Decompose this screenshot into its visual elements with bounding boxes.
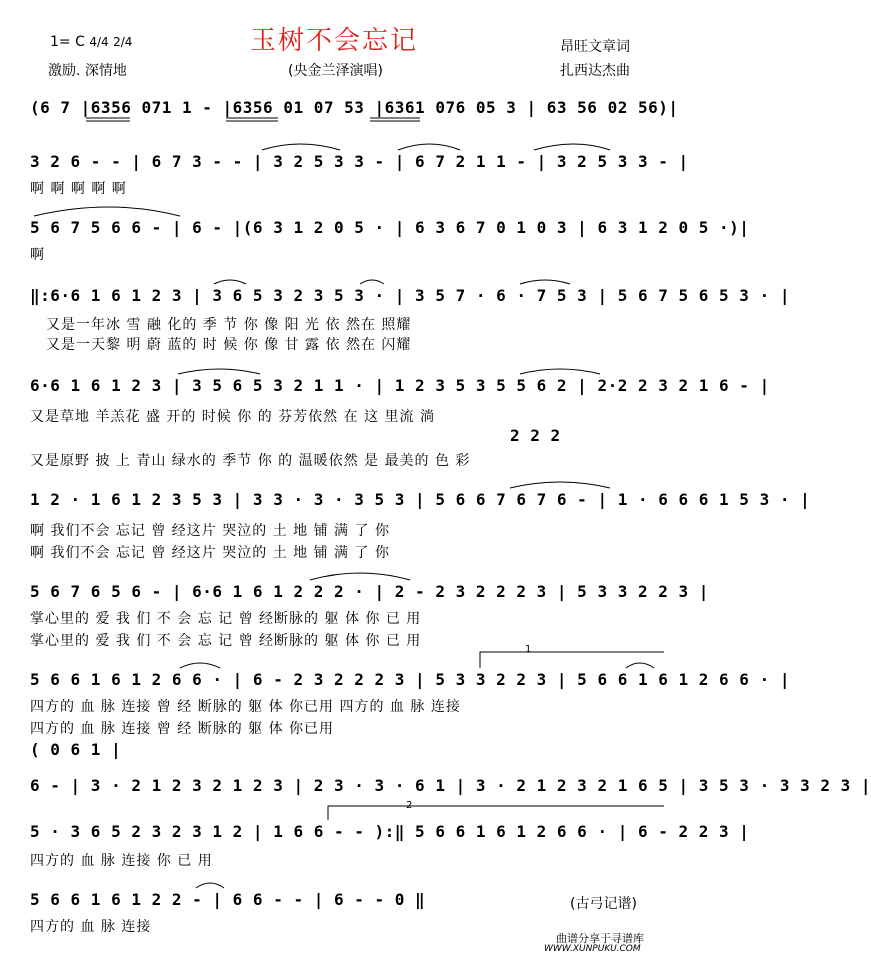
score-row-3-lyric-1: 啊 <box>30 247 45 263</box>
time-signature-b: 2/4 <box>113 35 133 49</box>
score-row-2-lyric-1: 啊 啊 啊 啊 啊 <box>30 181 127 197</box>
slur <box>534 144 610 150</box>
score-row-12-lyric-1: 四方的 血 脉 连接 <box>30 919 152 935</box>
key-prefix: 1= C <box>50 34 85 50</box>
song-title: 玉树不会忘记 <box>250 26 419 56</box>
score-row-10-notes: 6 - | 3 · 2 1 2 3 2 1 2 3 | 2 3 · 3 · 6 1 | 3 · 2 1 2 3 2 1 6 5 | 3 5 3 · 3 3 2 3 | <box>30 776 871 795</box>
score-row-6-lyric-1: 啊 我们不会 忘记 曾 经这片 哭泣的 土 地 铺 满 了 你 <box>30 523 390 539</box>
slur <box>520 280 570 284</box>
first-ending-label: 1 <box>525 644 532 655</box>
slur <box>34 207 180 216</box>
score-row-6-notes: 1 2 · 1 6 1 2 3 5 3 | 3 3 · 3 · 3 5 3 | 5 6 6 7 6 7 6 - | 1 · 6 6 6 1 5 3 · | <box>30 490 811 509</box>
slur <box>520 369 600 374</box>
slur <box>360 280 384 284</box>
score-row-5-notes: 6·6 1 6 1 2 3 | 3 5 6 5 3 2 1 1 · | 1 2 3 5 3 5 5 6 2 | 2·2 2 3 2 1 6 - | <box>30 376 770 395</box>
score-row-1-notes: (6 7 |6356 071 1 - |6356 01 07 53 |6361 076 05 3 | 63 56 02 56)| <box>30 98 679 117</box>
score-row-12-notes: 5 6 6 1 6 1 2 2 - | 6 6 - - | 6 - - 0 ‖ <box>30 890 426 909</box>
score-row-4-lyric-1: 又是一年冰 雪 融 化的 季 节 你 像 阳 光 依 然在 照耀 <box>46 317 412 333</box>
second-ending-label: 2 <box>406 800 413 811</box>
slur <box>196 883 224 888</box>
slur <box>180 663 220 668</box>
score-row-7-notes: 5 6 7 6 5 6 - | 6·6 1 6 1 2 2 2 · | 2 - 2 3 2 2 2 3 | 5 3 3 2 2 3 | <box>30 582 709 601</box>
source-url: WWW.XUNPUKU.COM <box>544 944 641 954</box>
slur <box>262 144 340 150</box>
slur <box>310 573 410 580</box>
score-row-4-lyric-2: 又是一天黎 明 蔚 蓝的 时 候 你 像 甘 露 依 然在 闪耀 <box>46 337 412 353</box>
slur <box>626 663 654 668</box>
score-row-8-notes: 5 6 6 1 6 1 2 6 6 · | 6 - 2 3 2 2 2 3 | 5 3 3 2 2 3 | 5 6 6 1 6 1 2 6 6 · | <box>30 670 790 689</box>
expression-mark: 激励. 深情地 <box>48 63 127 79</box>
score-row-5-lyric-2: 又是原野 披 上 青山 绿水的 季节 你 的 温暖依然 是 最美的 色 彩 <box>30 453 471 469</box>
score-row-8-lyric-1: 四方的 血 脉 连接 曾 经 断脉的 躯 体 你已用 四方的 血 脉 连接 <box>30 699 461 715</box>
slur <box>214 280 246 284</box>
score-row-7-lyric-2: 掌心里的 爱 我 们 不 会 忘 记 曾 经断脉的 躯 体 你 已 用 <box>30 633 422 649</box>
composer-credit: 扎西达杰曲 <box>560 63 630 79</box>
first-ending-bracket <box>480 652 664 668</box>
score-row-6-lyric-2: 啊 我们不会 忘记 曾 经这片 哭泣的 土 地 铺 满 了 你 <box>30 545 390 561</box>
score-row-7-lyric-1: 掌心里的 爱 我 们 不 会 忘 记 曾 经断脉的 躯 体 你 已 用 <box>30 611 422 627</box>
time-signature-a: 4/4 <box>89 35 109 49</box>
share-text: 曲谱分享于寻谱库 <box>556 932 644 945</box>
score-row-2-notes: 3 2 6 - - | 6 7 3 - - | 3 2 5 3 3 - | 6 7 2 1 1 - | 3 2 5 3 3 - | <box>30 152 689 171</box>
score-row-3-notes: 5 6 7 5 6 6 - | 6 - |(6 3 1 2 0 5 · | 6 3 6 7 0 1 0 3 | 6 3 1 2 0 5 ·)| <box>30 218 750 237</box>
score-row-4-notes: ‖:6·6 1 6 1 2 3 | 3 6 5 3 2 3 5 3 · | 3 5 7 · 6 · 7 5 3 | 5 6 7 5 6 5 3 · | <box>30 286 790 305</box>
lyricist-credit: 昂旺文章词 <box>560 39 630 55</box>
slur <box>178 369 260 374</box>
score-row-9-notes: ( 0 6 1 | <box>30 740 122 759</box>
transcriber-credit: (古弓记谱) <box>570 896 637 912</box>
slur <box>398 144 460 150</box>
score-row-8-lyric-2: 四方的 血 脉 连接 曾 经 断脉的 躯 体 你已用 <box>30 721 335 737</box>
beam-line <box>86 118 420 121</box>
score-row-5-lyric-1: 又是草地 羊羔花 盛 开的 时候 你 的 芬芳依然 在 这 里流 淌 <box>30 409 435 425</box>
slur <box>510 482 610 488</box>
score-row-11-lyric-1: 四方的 血 脉 连接 你 已 用 <box>30 853 213 869</box>
score-row-11-notes: 5 · 3 6 5 2 3 2 3 1 2 | 1 6 6 - - ):‖ 5 6 6 1 6 1 2 6 6 · | 6 - 2 2 3 | <box>30 822 750 841</box>
second-ending-bracket <box>328 806 664 820</box>
performer-credit: (央金兰泽演唱) <box>288 63 383 79</box>
score-row-5-alt-notes: 2 2 2 <box>510 426 561 445</box>
